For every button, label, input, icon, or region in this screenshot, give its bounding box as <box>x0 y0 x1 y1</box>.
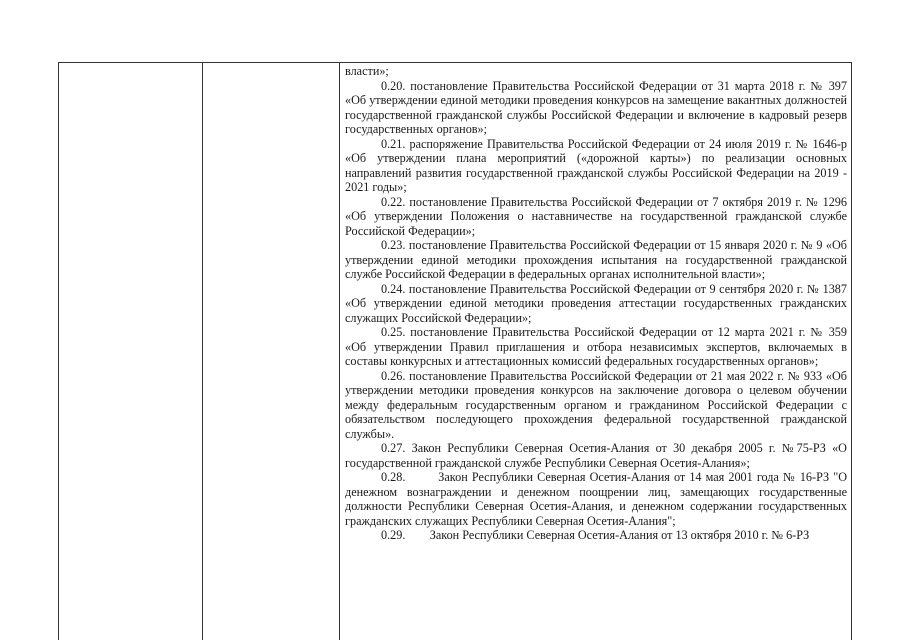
legal-acts-text <box>340 63 851 543</box>
table-row <box>59 63 852 640</box>
paragraph: 0.21. распоряжение Правительства Российской Федерации от 24 июля 2019 г. № 1646-р «Об утверждении плана мероприятий («дорожной карты») по реализации основных направлений развития государственной гражданской службы Российской Федерации на 2019 - 2021 годы»; <box>345 136 847 194</box>
paragraph: 0.23. постановление Правительства Российской Федерации от 15 января 2020 г. № 9 «Об утверждении единой методики прохождения испытания на государственной гражданской службе Российской Федерации в федеральных органах исполнительной власти»; <box>345 238 847 281</box>
paragraph: власти»; <box>345 64 389 78</box>
document-table <box>58 62 852 640</box>
table-cell-empty-1 <box>59 63 203 640</box>
paragraph: 0.25. постановление Правительства Российской Федерации от 12 марта 2021 г. № 359 «Об утверждении Правил приглашения и отбора независимых экспертов, включаемых в составы конкурсных и аттестационных комиссий федеральных государственных органов»; <box>345 325 847 368</box>
paragraph: 0.22. постановление Правительства Российской Федерации от 7 октября 2019 г. № 1296 «Об утверждении Положения о наставничестве на государственной гражданской службе Российской Федерации»; <box>345 194 847 238</box>
paragraph: 0.28. Закон Республики Северная Осетия-Алания от 14 мая 2001 года № 16-РЗ "О денежном вознаграждении и денежном поощрении лиц, замещающих государственные должности Республики Северная Осетия-Алания, и денежном содержании государственных гражданских служащих Республики Северная Осетия-Алания"; <box>345 470 851 528</box>
paragraph: 0.24. постановление Правительства Российской Федерации от 9 сентября 2020 г. № 1387 «Об утверждении единой методики проведения аттестации государственных гражданских служащих Российской Федерации»; <box>345 281 847 325</box>
paragraph: 0.29. Закон Республики Северная Осетия-Алания от 13 октября 2010 г. № 6-РЗ <box>381 528 810 542</box>
paragraph: 0.27. Закон Республики Северная Осетия-Алания от 30 декабря 2005 г. №75-РЗ «О государственной гражданской службе Республики Северная Осетия-Алания»; <box>345 441 847 470</box>
paragraph: 0.26. постановление Правительства Российской Федерации от 21 мая 2022 г. № 933 «Об утверждении методики проведения конкурсов на заключение договора о целевом обучении между федеральным государственным органом и гражданином Российской Федерации с обязательством последующего прохождения федеральной государственной гражданской службы». <box>345 368 847 441</box>
table-cell-legal-acts <box>340 63 852 640</box>
paragraph: 0.20. постановление Правительства Российской Федерации от 31 марта 2018 г. № 397 «Об утверждении единой методики проведения конкурсов на замещение вакантных должностей государственной гражданской службы Российской Федерации и включение в кадровый резерв государственных органов»; <box>345 78 847 136</box>
table-cell-empty-2 <box>203 63 340 640</box>
